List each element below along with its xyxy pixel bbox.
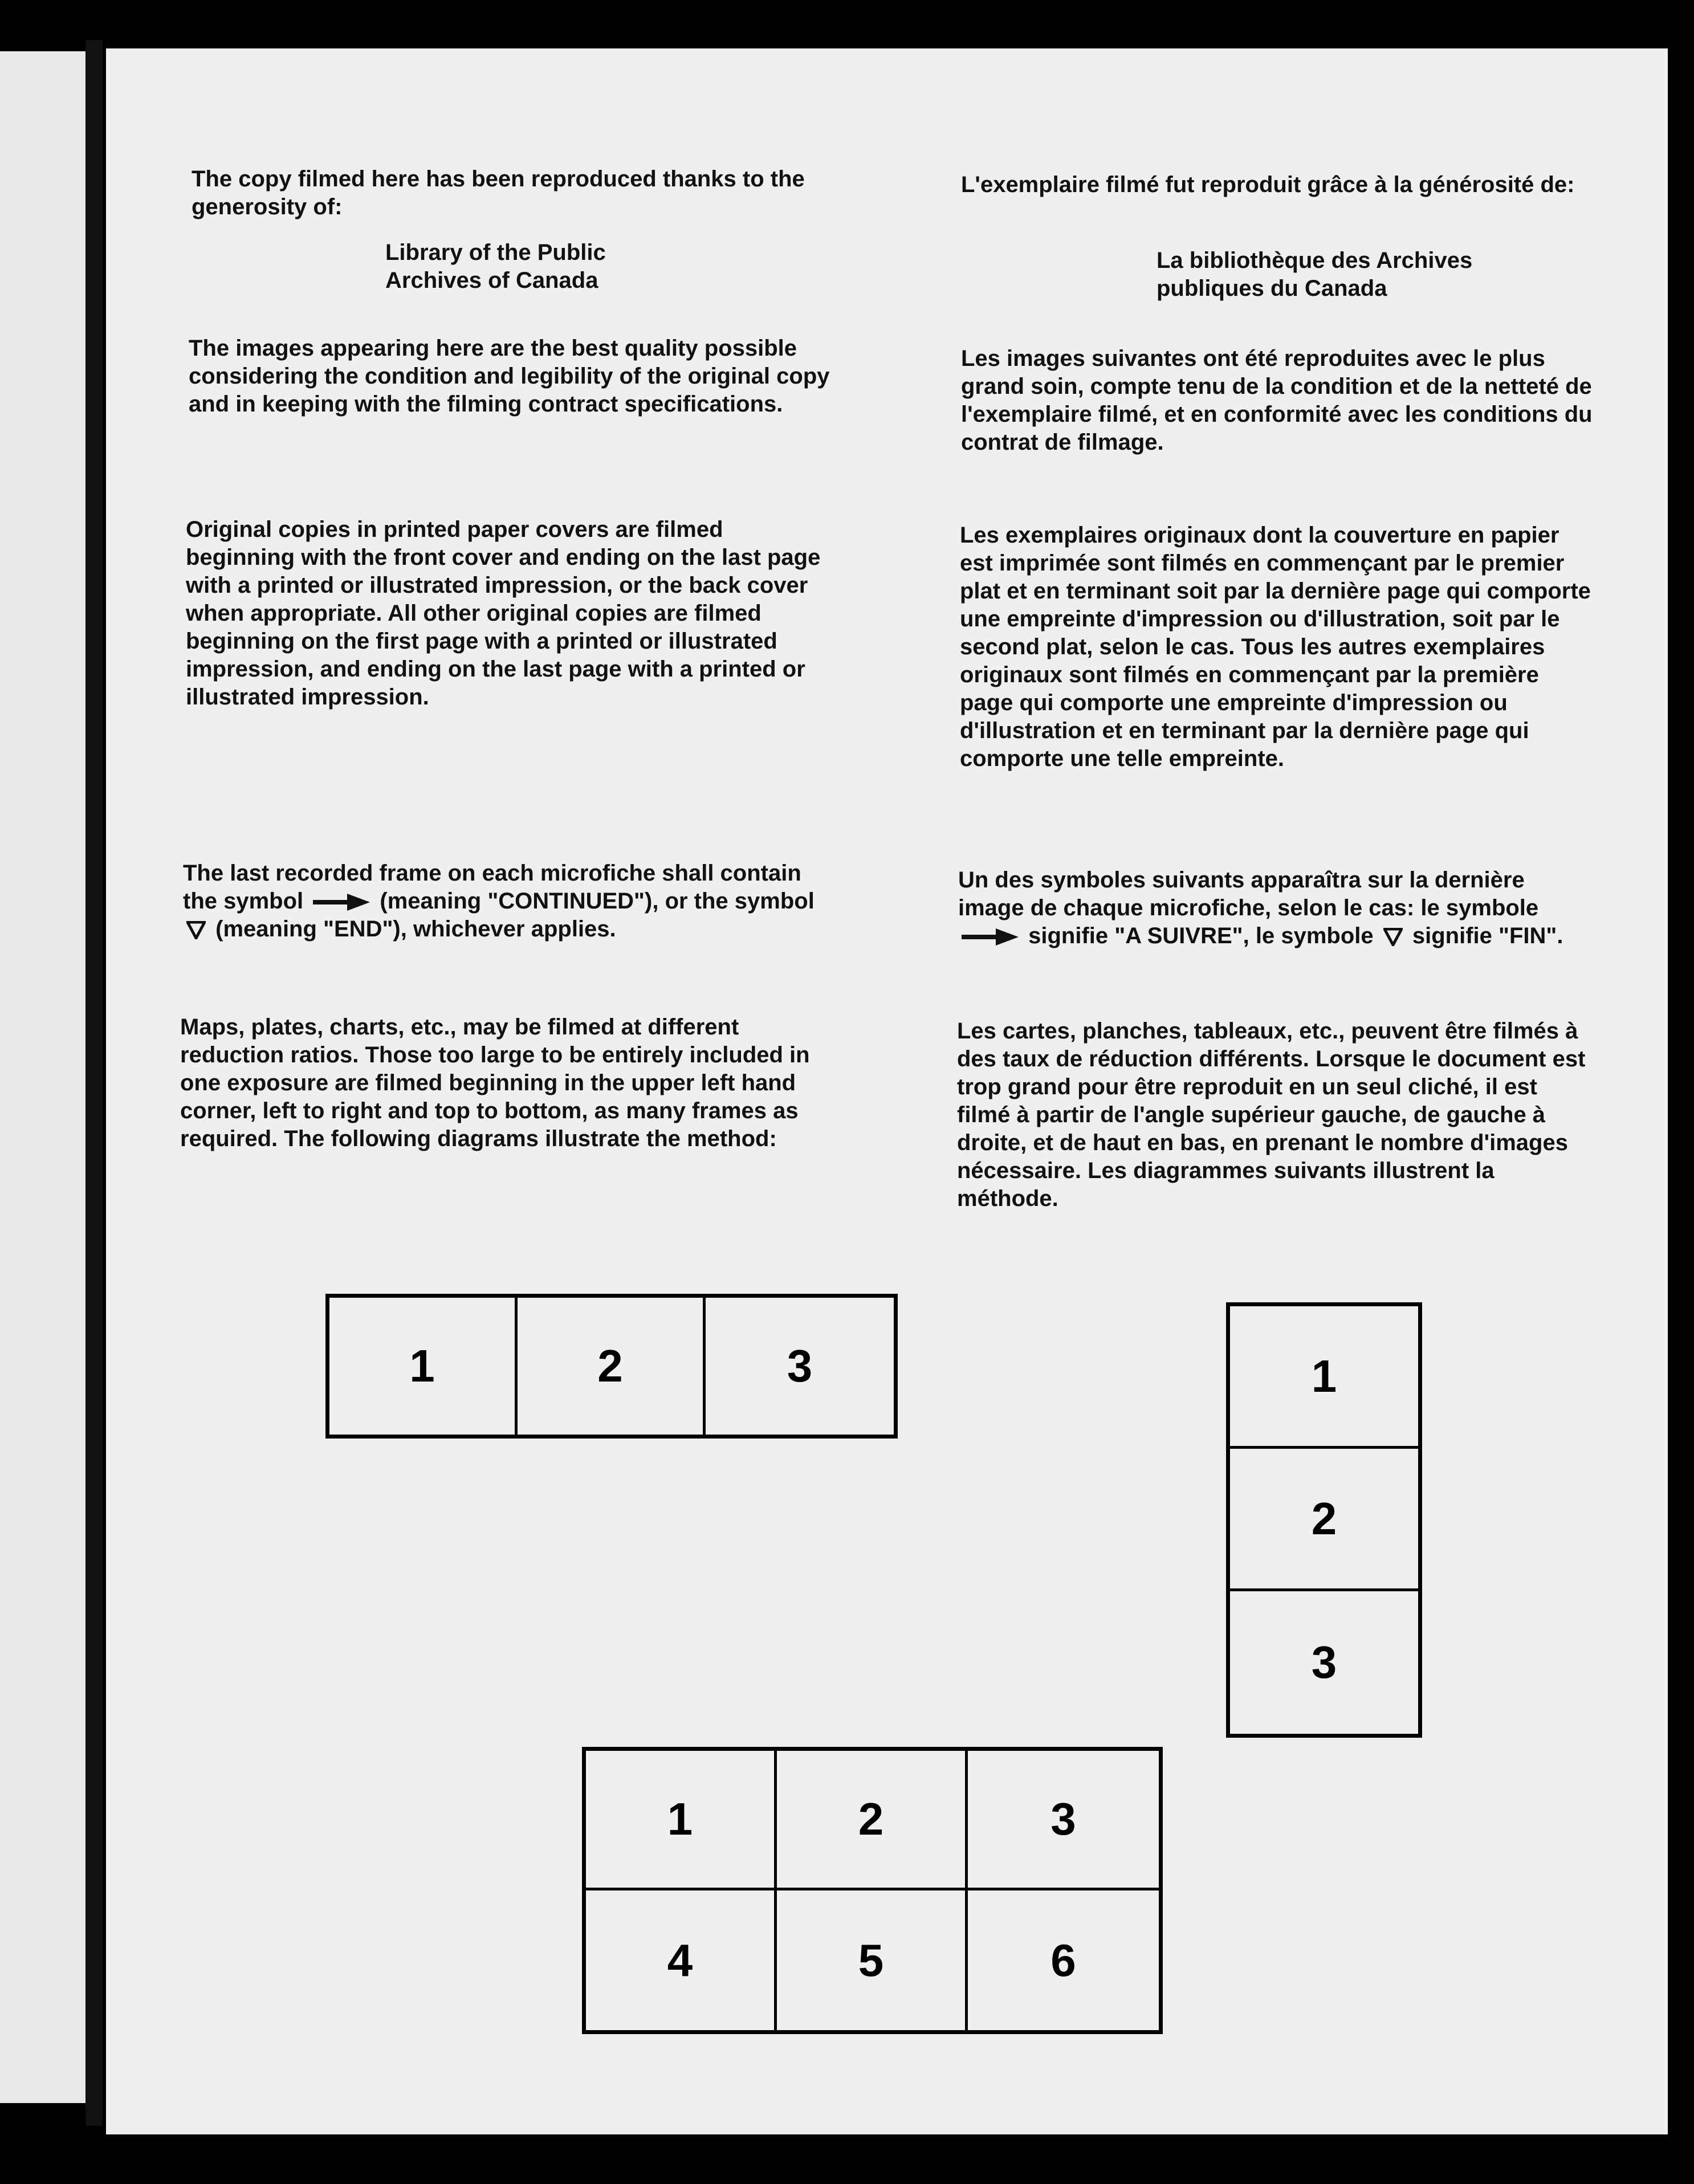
- fr-symbols-part-b: signifie "A SUIVRE", le symbole: [1028, 923, 1374, 948]
- grid-frames-diagram: [582, 1747, 1163, 2034]
- en-maps-text: Maps, plates, charts, etc., may be filmed at different reduction ratios. Those too large to be entirely included in one exposure are filmed beginning in the upper left hand corner, left to right and top to bottom, as many frames as required. The following diagrams illustrate the method:: [180, 1014, 810, 1151]
- en-library-line2: Archives of Canada: [385, 268, 598, 293]
- fr-symbols-text: [958, 866, 1591, 950]
- fr-quality-text: Les images suivantes ont été reproduites avec le plus grand soin, compte tenu de la condition et de la netteté de l'exemplaire filmé, et en conformité avec les conditions du contrat de filmage.: [961, 346, 1593, 455]
- continued-arrow-icon: [313, 894, 370, 911]
- frame-cell: 4: [586, 1890, 777, 2030]
- frame-cell: 3: [1311, 1637, 1337, 1688]
- en-original-copies-text: Original copies in printed paper covers are filmed beginning with the front cover and ending on the last page with a printed or illustrated impression, or the back cover when appropriate. All other original copies are filmed beginning on the first page with a printed or illustrated impression, and ending on the last page with a printed or illustrated impression.: [186, 517, 821, 710]
- frame-cell: 2: [518, 1298, 706, 1435]
- frame-cell: 1: [586, 1751, 777, 1890]
- en-symbols-part-a: The last recorded frame on each microfiche shall contain the symbol: [183, 861, 801, 914]
- frame-cell: 2: [777, 1751, 968, 1890]
- microfiche-target-sheet: [103, 48, 1668, 2134]
- en-library-line1: Library of the Public: [385, 240, 606, 265]
- frame-cell: 5: [777, 1890, 968, 2030]
- frame-cell: 1: [1230, 1306, 1418, 1449]
- frame-cell: 2: [1230, 1449, 1418, 1591]
- end-triangle-icon: [186, 921, 206, 939]
- fin-triangle-icon: [1383, 928, 1403, 946]
- fr-generosity-text: L'exemplaire filmé fut reproduit grâce à la générosité de:: [961, 172, 1575, 197]
- horizontal-frames-diagram: [325, 1294, 898, 1439]
- fr-library-name: [1157, 247, 1472, 303]
- fr-library-line1: La bibliothèque des Archives: [1157, 248, 1473, 273]
- frame-cell: 6: [1050, 1934, 1076, 1986]
- frame-cell: 3: [968, 1751, 1159, 1890]
- page-edge: [85, 40, 103, 2126]
- en-symbols-text: [183, 859, 827, 943]
- en-symbols-part-b: (meaning "CONTINUED"), or the symbol: [380, 889, 815, 914]
- vertical-frames-diagram: [1226, 1302, 1422, 1738]
- en-library-name: [385, 239, 606, 295]
- suivre-arrow-icon: [962, 928, 1019, 946]
- en-quality-text: The images appearing here are the best quality possible considering the condition and legibility of the original copy and in keeping with the filming contract specifications.: [189, 336, 830, 417]
- frame-cell: 1: [329, 1298, 518, 1435]
- fr-maps-text: Les cartes, planches, tableaux, etc., peuvent être filmés à des taux de réduction différents. Lorsque le document est trop grand pour être reproduit en un seul cliché, il est filmé à partir de l'angle supérieur gauche, de gauche à droite, et de haut en bas, en prenant le nombre d'images nécessaire. Les diagrammes suivants illustrent la méthode.: [957, 1018, 1586, 1211]
- fr-symbols-part-c: signifie "FIN".: [1412, 923, 1563, 948]
- fr-original-copies-text: Les exemplaires originaux dont la couverture en papier est imprimée sont filmés en commençant par le premier plat et en terminant soit par la dernière page qui comporte une empreinte d'impression ou d'illustration, soit par le second plat, selon le cas. Tous les autres exemplaires originaux sont filmés en commençant par la première page qui comporte une empreinte d'impression ou d'illustration et en terminant par la dernière page qui comporte une telle empreinte.: [960, 523, 1591, 771]
- en-symbols-part-c: (meaning "END"), whichever applies.: [215, 916, 616, 942]
- previous-page-strip: [0, 51, 85, 2103]
- fr-library-line2: publiques du Canada: [1157, 276, 1387, 301]
- frame-cell: 3: [787, 1340, 813, 1391]
- fr-symbols-part-a: Un des symboles suivants apparaîtra sur la dernière image de chaque microfiche, selon le cas: le symbole: [958, 867, 1539, 920]
- en-generosity-text: The copy filmed here has been reproduced thanks to the generosity of:: [192, 166, 805, 219]
